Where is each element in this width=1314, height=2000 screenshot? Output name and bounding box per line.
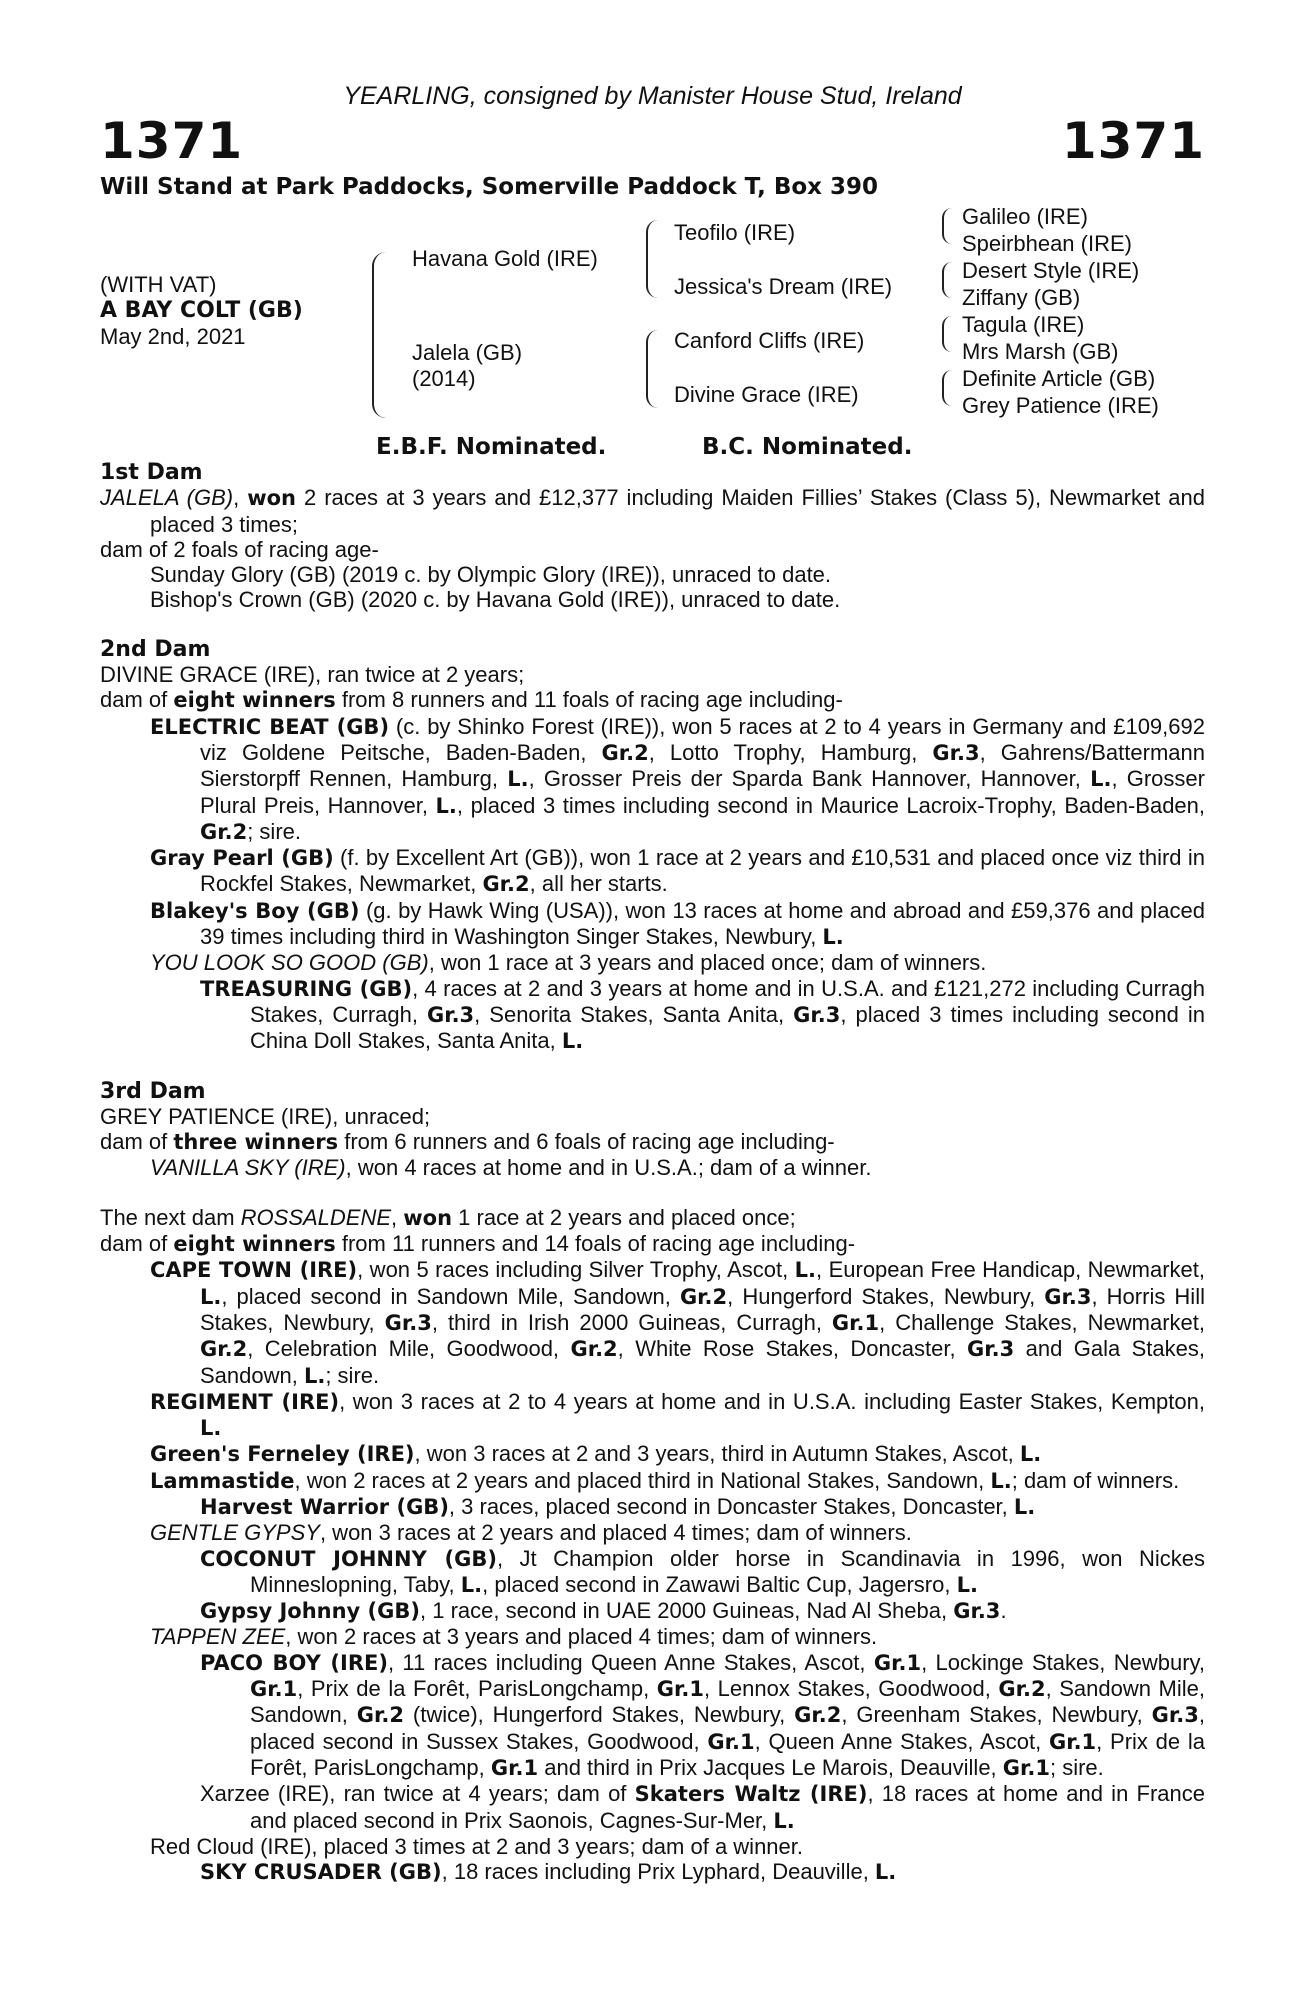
produce-line: Gray Pearl (GB) (f. by Excellent Art (GB)), won 1 race at 2 years and £10,531 and placed once viz third in Rockfel Stakes, Newmarket, Gr.2, all her starts. — [150, 845, 1205, 897]
brace — [942, 208, 952, 244]
section-heading: 2nd Dam — [100, 636, 211, 662]
ggd-2: Ziffany (GB) — [962, 285, 1081, 310]
section-heading: 3rd Dam — [100, 1078, 206, 1104]
produce-line: GENTLE GYPSY, won 3 races at 2 years and placed 4 times; dam of winners. — [150, 1520, 912, 1546]
ggs-1: Galileo (IRE) — [962, 204, 1088, 229]
produce-line: ELECTRIC BEAT (GB) (c. by Shinko Forest (IRE)), won 5 races at 2 to 4 years in Germany and £109,692 viz Goldene Peitsche, Baden-Baden, Gr.2, Lotto Trophy, Hamburg, Gr.3, Gahrens/Battermann Sierstorpff Rennen, Hamburg, L., Grosser Preis der Sparda Bank Hannover, Hannover, L., Grosser Plural Preis, Hannover, L., placed 3 times including second in Maurice Lacroix-Trophy, Baden-Baden, Gr.2; sire. — [150, 713, 1206, 844]
produce-line: Bishop's Crown (GB) (2020 c. by Havana Gold (IRE)), unraced to date. — [150, 587, 841, 613]
dam-record: dam of eight winners from 11 runners and 14 foals of racing age including- — [100, 1231, 856, 1257]
page-header: YEARLING, consigned by Manister House Stud, Ireland — [343, 82, 962, 110]
produce-line: Lammastide, won 2 races at 2 years and placed third in National Stakes, Sandown, L.; dam of winners. — [150, 1467, 1180, 1493]
produce-line: Sunday Glory (GB) (2019 c. by Olympic Glory (IRE)), unraced to date. — [150, 562, 832, 588]
ggd-3: Mrs Marsh (GB) — [962, 339, 1119, 364]
produce-record — [100, 460, 1205, 1885]
dam-year: (2014) — [412, 366, 476, 391]
dam-record: dam of eight winners from 8 runners and 11 foals of racing age including- — [100, 687, 843, 713]
brace — [942, 262, 952, 298]
produce-line: Green's Ferneley (IRE), won 3 races at 2 and 3 years, third in Autumn Stakes, Ascot, L. — [150, 1441, 1042, 1467]
sire: Havana Gold (IRE) — [412, 246, 598, 271]
dam-record: DIVINE GRACE (IRE), ran twice at 2 years; — [100, 662, 525, 688]
horse-name: A BAY COLT (GB) — [100, 298, 303, 323]
produce-line: COCONUT JOHNNY (GB), Jt Champion older horse in Scandinavia in 1996, won Nickes Minneslopning, Taby, L., placed second in Zawawi Baltic Cup, Jagersro, L. — [200, 1545, 1206, 1597]
ggs-2: Desert Style (IRE) — [962, 258, 1140, 283]
bc-nominated: B.C. Nominated. — [702, 434, 913, 460]
dam-record: JALELA (GB), won 2 races at 3 years and £12,377 including Maiden Fillies’ Stakes (Class 5), Newmarket and placed 3 times; — [100, 485, 1205, 537]
dam-sire: Canford Cliffs (IRE) — [674, 328, 865, 353]
lot-number-left: 1371 — [100, 112, 244, 170]
dam-record: The next dam ROSSALDENE, won 1 race at 2 years and placed once; — [100, 1204, 796, 1230]
section-heading: 1st Dam — [100, 460, 203, 485]
produce-line: SKY CRUSADER (GB), 18 races including Prix Lyphard, Deauville, L. — [200, 1859, 897, 1885]
produce-line: Gypsy Johnny (GB), 1 race, second in UAE 2000 Guineas, Nad Al Sheba, Gr.3. — [200, 1598, 1007, 1624]
ggd-4: Grey Patience (IRE) — [962, 393, 1159, 418]
produce-line: PACO BOY (IRE), 11 races including Queen Anne Stakes, Ascot, Gr.1, Lockinge Stakes, Newbury, Gr.1, Prix de la Forêt, ParisLongchamp, Gr.1, Lennox Stakes, Goodwood, Gr.2, Sandown Mile, Sandown, Gr.2 (twice), Hungerford Stakes, Newbury, Gr.2, Greenham Stakes, Newbury, Gr.3, placed second in Sussex Stakes, Goodwood, Gr.1, Queen Anne Stakes, Ascot, Gr.1, Prix de la Forêt, ParisLongchamp, Gr.1 and third in Prix Jacques Le Marois, Deauville, Gr.1; sire. — [200, 1649, 1206, 1780]
brace — [942, 316, 952, 352]
dam-dam: Divine Grace (IRE) — [674, 382, 859, 407]
ggs-3: Tagula (IRE) — [962, 312, 1085, 337]
brace — [372, 252, 386, 418]
pedigree-table — [100, 200, 1205, 440]
brace — [646, 330, 658, 408]
sire-sire: Teofilo (IRE) — [674, 220, 796, 245]
produce-line: YOU LOOK SO GOOD (GB), won 1 race at 3 years and placed once; dam of winners. — [150, 950, 987, 976]
ggd-1: Speirbhean (IRE) — [962, 231, 1132, 256]
brace — [942, 370, 952, 406]
produce-line: CAPE TOWN (IRE), won 5 races including Silver Trophy, Ascot, L., European Free Handicap, Newmarket, L., placed second in Sandown Mile, Sandown, Gr.2, Hungerford Stakes, Newbury, Gr.3, Horris Hill Stakes, Newbury, Gr.3, third in Irish 2000 Guineas, Curragh, Gr.1, Challenge Stakes, Newmarket, Gr.2, Celebration Mile, Goodwood, Gr.2, White Rose Stakes, Doncaster, Gr.3 and Gala Stakes, Sandown, L.; sire. — [150, 1257, 1205, 1388]
ggs-4: Definite Article (GB) — [962, 366, 1156, 391]
stand-location: Will Stand at Park Paddocks, Somerville Paddock T, Box 390 — [100, 174, 879, 200]
produce-line: REGIMENT (IRE), won 3 races at 2 to 4 years at home and in U.S.A. including Easter Stakes, Kempton, L. — [150, 1388, 1205, 1441]
dam: Jalela (GB) — [412, 340, 523, 365]
dam-record: dam of three winners from 6 runners and 6 foals of racing age including- — [100, 1129, 835, 1155]
produce-line: Blakey's Boy (GB) (g. by Hawk Wing (USA)), won 13 races at home and abroad and £59,376 and placed 39 times including third in Washington Singer Stakes, Newbury, L. — [150, 897, 1205, 950]
brace — [646, 220, 658, 298]
vat-note: (WITH VAT) — [100, 272, 217, 297]
ebf-nominated: E.B.F. Nominated. — [376, 434, 607, 460]
produce-line: Harvest Warrior (GB), 3 races, placed second in Doncaster Stakes, Doncaster, L. — [200, 1493, 1036, 1519]
lot-number-right: 1371 — [1061, 112, 1205, 170]
produce-line: TREASURING (GB), 4 races at 2 and 3 years at home and in U.S.A. and £121,272 including Curragh Stakes, Curragh, Gr.3, Senorita Stakes, Santa Anita, Gr.3, placed 3 times including second in China Doll Stakes, Santa Anita, L. — [200, 975, 1205, 1054]
dam-record: GREY PATIENCE (IRE), unraced; — [100, 1103, 431, 1129]
produce-line: Xarzee (IRE), ran twice at 4 years; dam of Skaters Waltz (IRE), 18 races at home and in France and placed second in Prix Saonois, Cagnes-Sur-Mer, L. — [200, 1781, 1205, 1833]
horse-dob: May 2nd, 2021 — [100, 324, 246, 349]
catalogue-page — [100, 0, 1205, 2000]
produce-line: VANILLA SKY (IRE), won 4 races at home and in U.S.A.; dam of a winner. — [150, 1155, 872, 1181]
sire-dam: Jessica's Dream (IRE) — [674, 274, 893, 299]
produce-line: TAPPEN ZEE, won 2 races at 3 years and placed 4 times; dam of winners. — [150, 1624, 878, 1650]
produce-line: Red Cloud (IRE), placed 3 times at 2 and 3 years; dam of a winner. — [150, 1833, 803, 1859]
dam-record: dam of 2 foals of racing age- — [100, 536, 379, 562]
